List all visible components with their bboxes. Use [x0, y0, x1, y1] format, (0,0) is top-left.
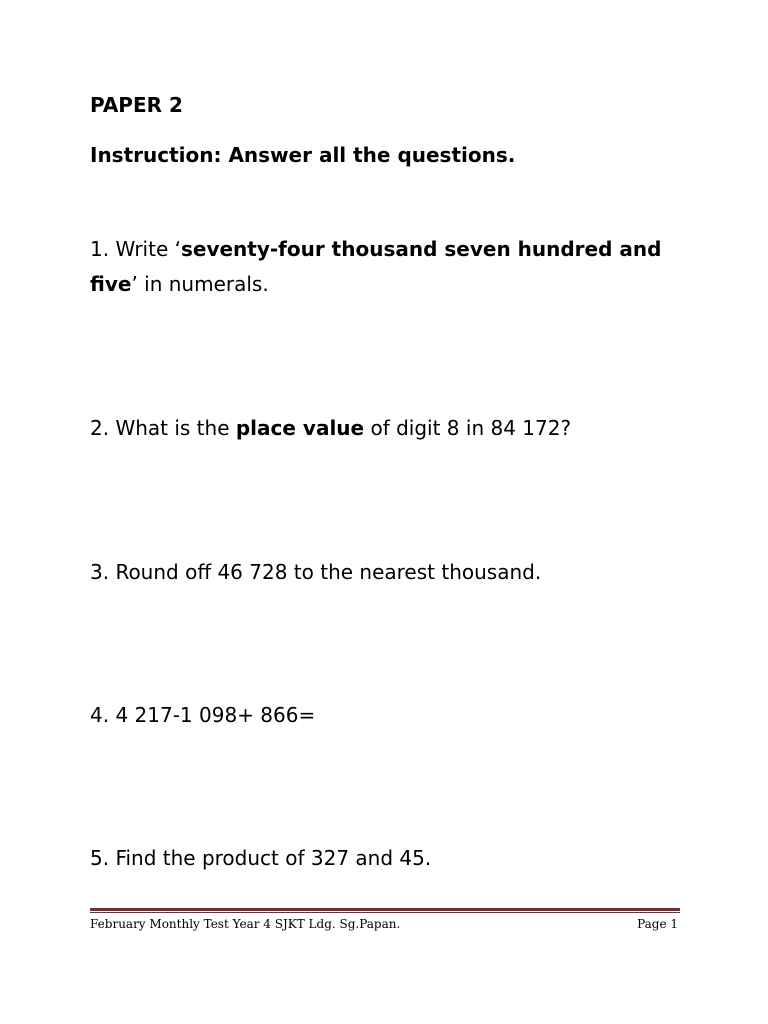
footer-test-info: February Monthly Test Year 4 SJKT Ldg. Sg.Papan. — [90, 917, 401, 931]
question-4: 4. 4 217-1 098+ 866= — [90, 703, 316, 727]
question-3: 3. Round off 46 728 to the nearest thousand. — [90, 560, 542, 584]
question-1-bold-word: five — [90, 272, 132, 296]
instruction-text: Instruction: Answer all the questions. — [90, 143, 516, 167]
question-1-bold-phrase: seventy-four thousand seven hundred and — [180, 237, 662, 261]
question-1-prefix: 1. Write ‘ — [90, 237, 181, 261]
question-2-suffix: of digit 8 in 84 172? — [364, 416, 572, 440]
question-1-line-2 — [90, 269, 269, 299]
question-1-suffix: ’ in numerals. — [131, 272, 269, 296]
question-5: 5. Find the product of 327 and 45. — [90, 846, 432, 870]
question-2 — [90, 413, 571, 443]
question-2-prefix: 2. What is the — [90, 416, 236, 440]
footer-page-number: Page 1 — [637, 917, 678, 931]
paper-title: PAPER 2 — [90, 93, 183, 117]
question-2-bold-phrase: place value — [235, 416, 365, 440]
question-1-line-1 — [90, 234, 661, 264]
footer-divider — [90, 908, 680, 913]
